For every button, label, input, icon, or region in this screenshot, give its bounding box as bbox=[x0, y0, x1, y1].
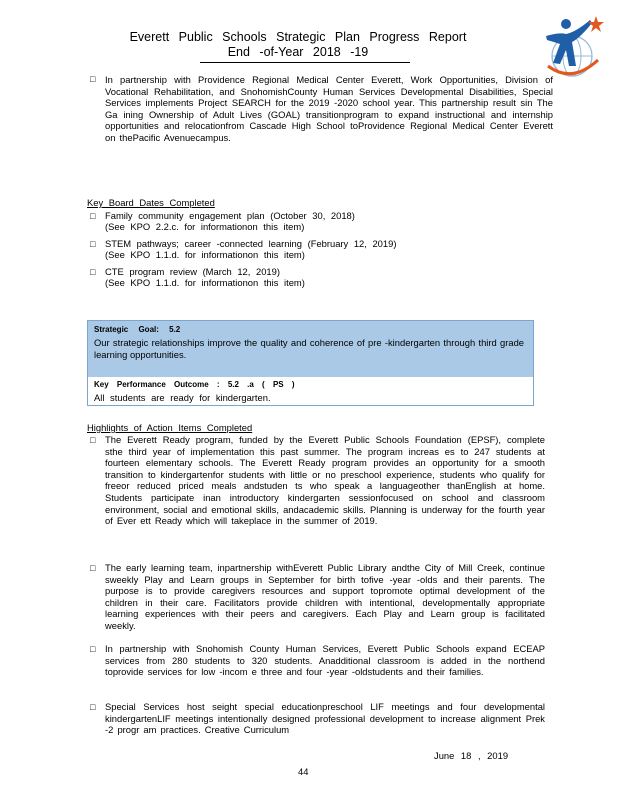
bullet-icon: □ bbox=[90, 239, 96, 249]
board-date-title: STEM pathways; career -connected learning (February 12, 2019) bbox=[105, 238, 397, 249]
report-date: June 18 , 2019 bbox=[434, 750, 509, 761]
bullet-icon: □ bbox=[90, 563, 96, 573]
strategic-goal-box bbox=[87, 320, 534, 378]
bullet-icon: □ bbox=[90, 211, 96, 221]
key-board-dates-heading: Key Board Dates Completed bbox=[87, 197, 215, 208]
kpo-box bbox=[87, 377, 534, 406]
board-date-reference: (See KPO 1.1.d. for informationon this item) bbox=[105, 277, 305, 289]
page-number: 44 bbox=[298, 766, 309, 777]
highlight-item: The early learning team, inpartnership withEverett Public Library andthe City of Mill Creek, continue sweekly Play and Learn groups in September for birth tofive -year -olds and their parents. The purpose is to provide caregivers resources and support topromote optimal development of the children in their care. Facilitators provide children with intentional, developmentally appropriate learning experiences with their peers and caregivers. Each Play and Learn group is facilitated weekly. bbox=[105, 562, 545, 631]
highlight-item: Special Services host seight special educationpreschool LIF meetings and four developmental kindergartenLIF meetings intentionally designed professional development to increase alignment Prek -2 progr am practices. Creative Curriculum bbox=[105, 701, 545, 736]
bullet-icon: □ bbox=[90, 74, 96, 84]
title-underline bbox=[200, 62, 410, 63]
strategic-goal-text: Our strategic relationships improve the quality and coherence of pre -kindergarten through third grade learning opportunities. bbox=[94, 337, 524, 360]
kpo-text: All students are ready for kindergarten. bbox=[94, 392, 271, 403]
strategic-goal-label: Strategic Goal: 5.2 bbox=[94, 325, 181, 334]
board-date-item bbox=[105, 238, 396, 260]
report-subtitle: End -of-Year 2018 -19 bbox=[227, 45, 369, 59]
board-date-reference: (See KPO 1.1.d. for informationon this item) bbox=[105, 249, 305, 261]
board-date-reference: (See KPO 2.2.c. for informationon this item) bbox=[105, 221, 305, 233]
board-date-title: Family community engagement plan (October 30, 2018) bbox=[105, 210, 355, 221]
bullet-icon: □ bbox=[90, 435, 96, 445]
highlights-heading: Highlights of Action Items Completed bbox=[87, 422, 253, 433]
board-date-title: CTE program review (March 12, 2019) bbox=[105, 266, 280, 277]
highlight-item: In partnership with Snohomish County Human Services, Everett Public Schools expand ECEAP services from 280 students to 320 students. Anadditional classroom is added in the northend toprovide services for low -incom e three and four -year -oldstudents and their families. bbox=[105, 643, 545, 678]
kpo-label: Key Performance Outcome : 5.2 .a ( PS ) bbox=[94, 380, 295, 389]
highlight-item: The Everett Ready program, funded by the Everett Public Schools Foundation (EPSF), complete sthe third year of implementation this past summer. The program increas es to 247 students at fourteen elementary schools. The Everett Ready program provides an opportunity for a smooth transition to kindergartenfor students with little or no preschool experience, students who qualify for freeor reduced priced meals andstuden ts who speak a languageother thanEnglish at home. Students participate inan introductory kindergarten sessionfocused on school and classroom environment, social and emotional skills, andacademic skills. Planning is underway for the fourth year of Ever ett Ready which will takeplace in the summer of 2019. bbox=[105, 434, 545, 527]
report-title: Everett Public Schools Strategic Plan Progress Report bbox=[129, 30, 467, 44]
board-date-item bbox=[105, 266, 305, 288]
intro-paragraph: In partnership with Providence Regional Medical Center Everett, Work Opportunities, Division of Vocational Rehabilitation, and SnohomishCounty Human Services Developmental Disabilities, Special Services implements Project SEARCH for the 2019 -2020 school year. This partnership result sin The Ga ining Ownership of Adult Lives (GOAL) transitionprogram to expand instructional and internship opportunities and relocationfrom Cascade High School toProvidence Regional Medical Center Everett on thePacific Avenuecampus. bbox=[105, 74, 553, 143]
bullet-icon: □ bbox=[90, 702, 96, 712]
bullet-icon: □ bbox=[90, 267, 96, 277]
bullet-icon: □ bbox=[90, 644, 96, 654]
board-date-item bbox=[105, 210, 355, 232]
